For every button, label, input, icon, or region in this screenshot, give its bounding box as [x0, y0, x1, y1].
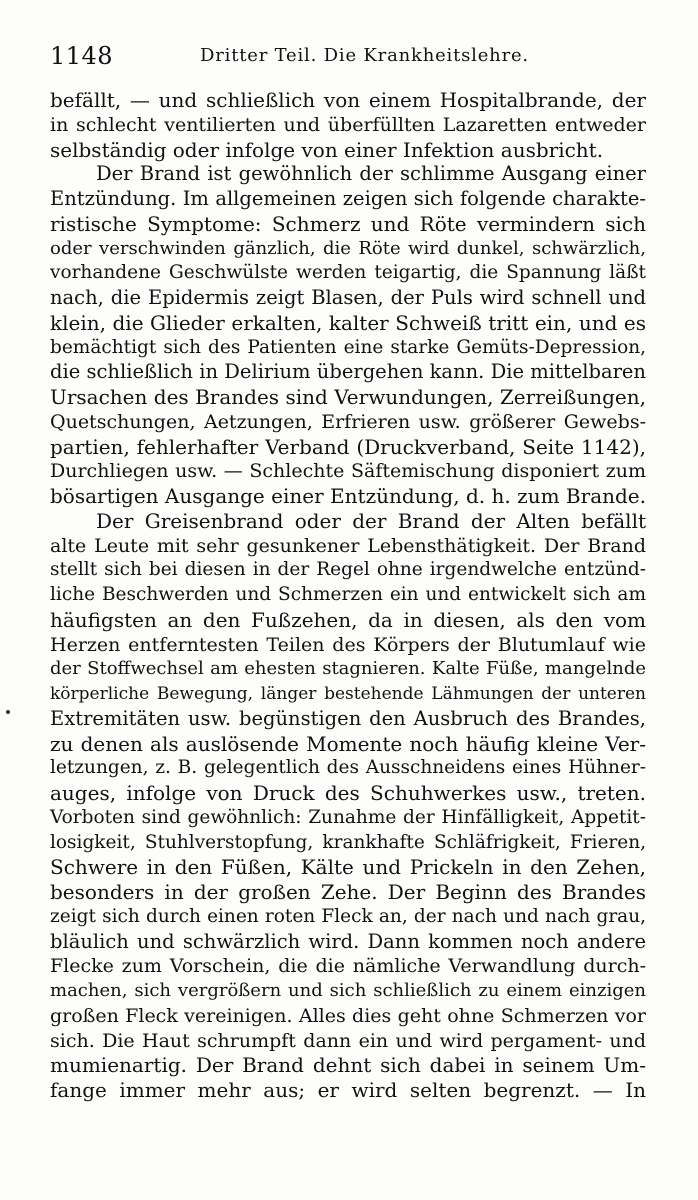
text-line: die schließlich in Delirium übergehen kann. Die mittelbaren	[50, 360, 646, 384]
page-number: 1148	[50, 42, 114, 70]
text-line: auges, infolge von Druck des Schuhwerkes usw., treten.	[50, 781, 646, 805]
text-line: körperliche Bewegung, länger bestehende Lähmungen der unteren	[50, 684, 646, 704]
text-line: Flecke zum Vorschein, die die nämliche Verwandlung durch-	[50, 955, 646, 978]
text-line: in schlecht ventilierten und überfüllten Lazaretten entweder	[50, 113, 646, 136]
body-text	[50, 88, 646, 1103]
text-line: klein, die Glieder erkalten, kalter Schweiß tritt ein, und es	[50, 310, 646, 335]
text-line: partien, fehlerhafter Verband (Druckverband, Seite 1142),	[50, 434, 646, 459]
text-line: zeigt sich durch einen roten Fleck an, der nach und nach grau,	[50, 905, 646, 927]
text-line: Herzen entferntesten Teilen des Körpers der Blutumlauf wie	[50, 633, 646, 656]
text-line: mumienartig. Der Brand dehnt sich dabei in seinem Um-	[50, 1053, 646, 1078]
text-line: stellt sich bei diesen in der Regel ohne irgendwelche entzünd-	[50, 559, 646, 581]
page-header	[50, 40, 644, 72]
margin-speck	[6, 710, 10, 714]
text-line: bösartigen Ausgange einer Entzündung, d. h. zum Brande.	[50, 484, 646, 508]
text-line: Ursachen des Brandes sind Verwundungen, Zerreißungen,	[50, 385, 646, 409]
text-line: häufigsten an den Fußzehen, da in diesen, als den vom	[50, 607, 646, 632]
text-line: großen Fleck vereinigen. Alles dies geht ohne Schmerzen vor	[50, 1004, 646, 1027]
text-line: nach, die Epidermis zeigt Blasen, der Puls wird schnell und	[50, 286, 646, 309]
text-line: bläulich und schwärzlich wird. Dann kommen noch andere	[50, 929, 646, 953]
text-line: Entzündung. Im allgemeinen zeigen sich folgende charakte-	[50, 187, 646, 210]
text-line: vorhandene Geschwülste werden teigartig, die Spannung läßt	[50, 262, 646, 284]
text-line: der Stoffwechsel am ehesten stagnieren. Kalte Füße, mangelnde	[50, 658, 646, 680]
text-line: Der Greisenbrand oder der Brand der Alten befällt	[96, 508, 646, 533]
text-line: befällt, — und schließlich von einem Hospitalbrande, der	[50, 88, 646, 112]
text-line: Der Brand ist gewöhnlich der schlimme Ausgang einer	[96, 162, 646, 186]
text-line: machen, sich vergrößern und sich schließlich zu einem einzigen	[50, 980, 646, 1001]
text-line: Quetschungen, Aetzungen, Erfrieren usw. größerer Gewebs-	[50, 410, 646, 433]
text-line: ristische Symptome: Schmerz und Röte vermindern sich	[50, 211, 646, 236]
text-line: sich. Die Haut schrumpft dann ein und wird pergament- und	[50, 1029, 646, 1052]
text-line: bemächtigt sich des Patienten eine starke Gemüts-Depression,	[50, 336, 646, 358]
text-line: Schwere in den Füßen, Kälte und Prickeln in den Zehen,	[50, 855, 646, 880]
text-line: oder verschwinden gänzlich, die Röte wird dunkel, schwärzlich,	[50, 237, 646, 259]
text-line: zu denen als auslösende Momente noch häufig kleine Ver-	[50, 731, 646, 756]
text-line: alte Leute mit sehr gesunkener Lebensthätigkeit. Der Brand	[50, 534, 646, 557]
text-line: Vorboten sind gewöhnlich: Zunahme der Hinfälligkeit, Appetit-	[50, 806, 646, 828]
text-line: besonders in der großen Zehe. Der Beginn des Brandes	[50, 880, 646, 904]
text-line: fange immer mehr aus; er wird selten begrenzt. — In	[50, 1078, 646, 1102]
text-line: losigkeit, Stuhlverstopfung, krankhafte Schläfrigkeit, Frieren,	[50, 831, 646, 853]
text-line: selbständig oder infolge von einer Infektion ausbricht.	[50, 137, 604, 162]
running-head: Dritter Teil. Die Krankheitslehre.	[200, 45, 529, 66]
text-line: Durchliegen usw. — Schlechte Säftemischung disponiert zum	[50, 460, 646, 483]
text-line: letzungen, z. B. gelegentlich des Ausschneidens eines Hühner-	[50, 757, 646, 779]
text-line: Extremitäten usw. begünstigen den Ausbruch des Brandes,	[50, 706, 646, 730]
text-line: liche Beschwerden und Schmerzen ein und entwickelt sich am	[50, 584, 646, 605]
